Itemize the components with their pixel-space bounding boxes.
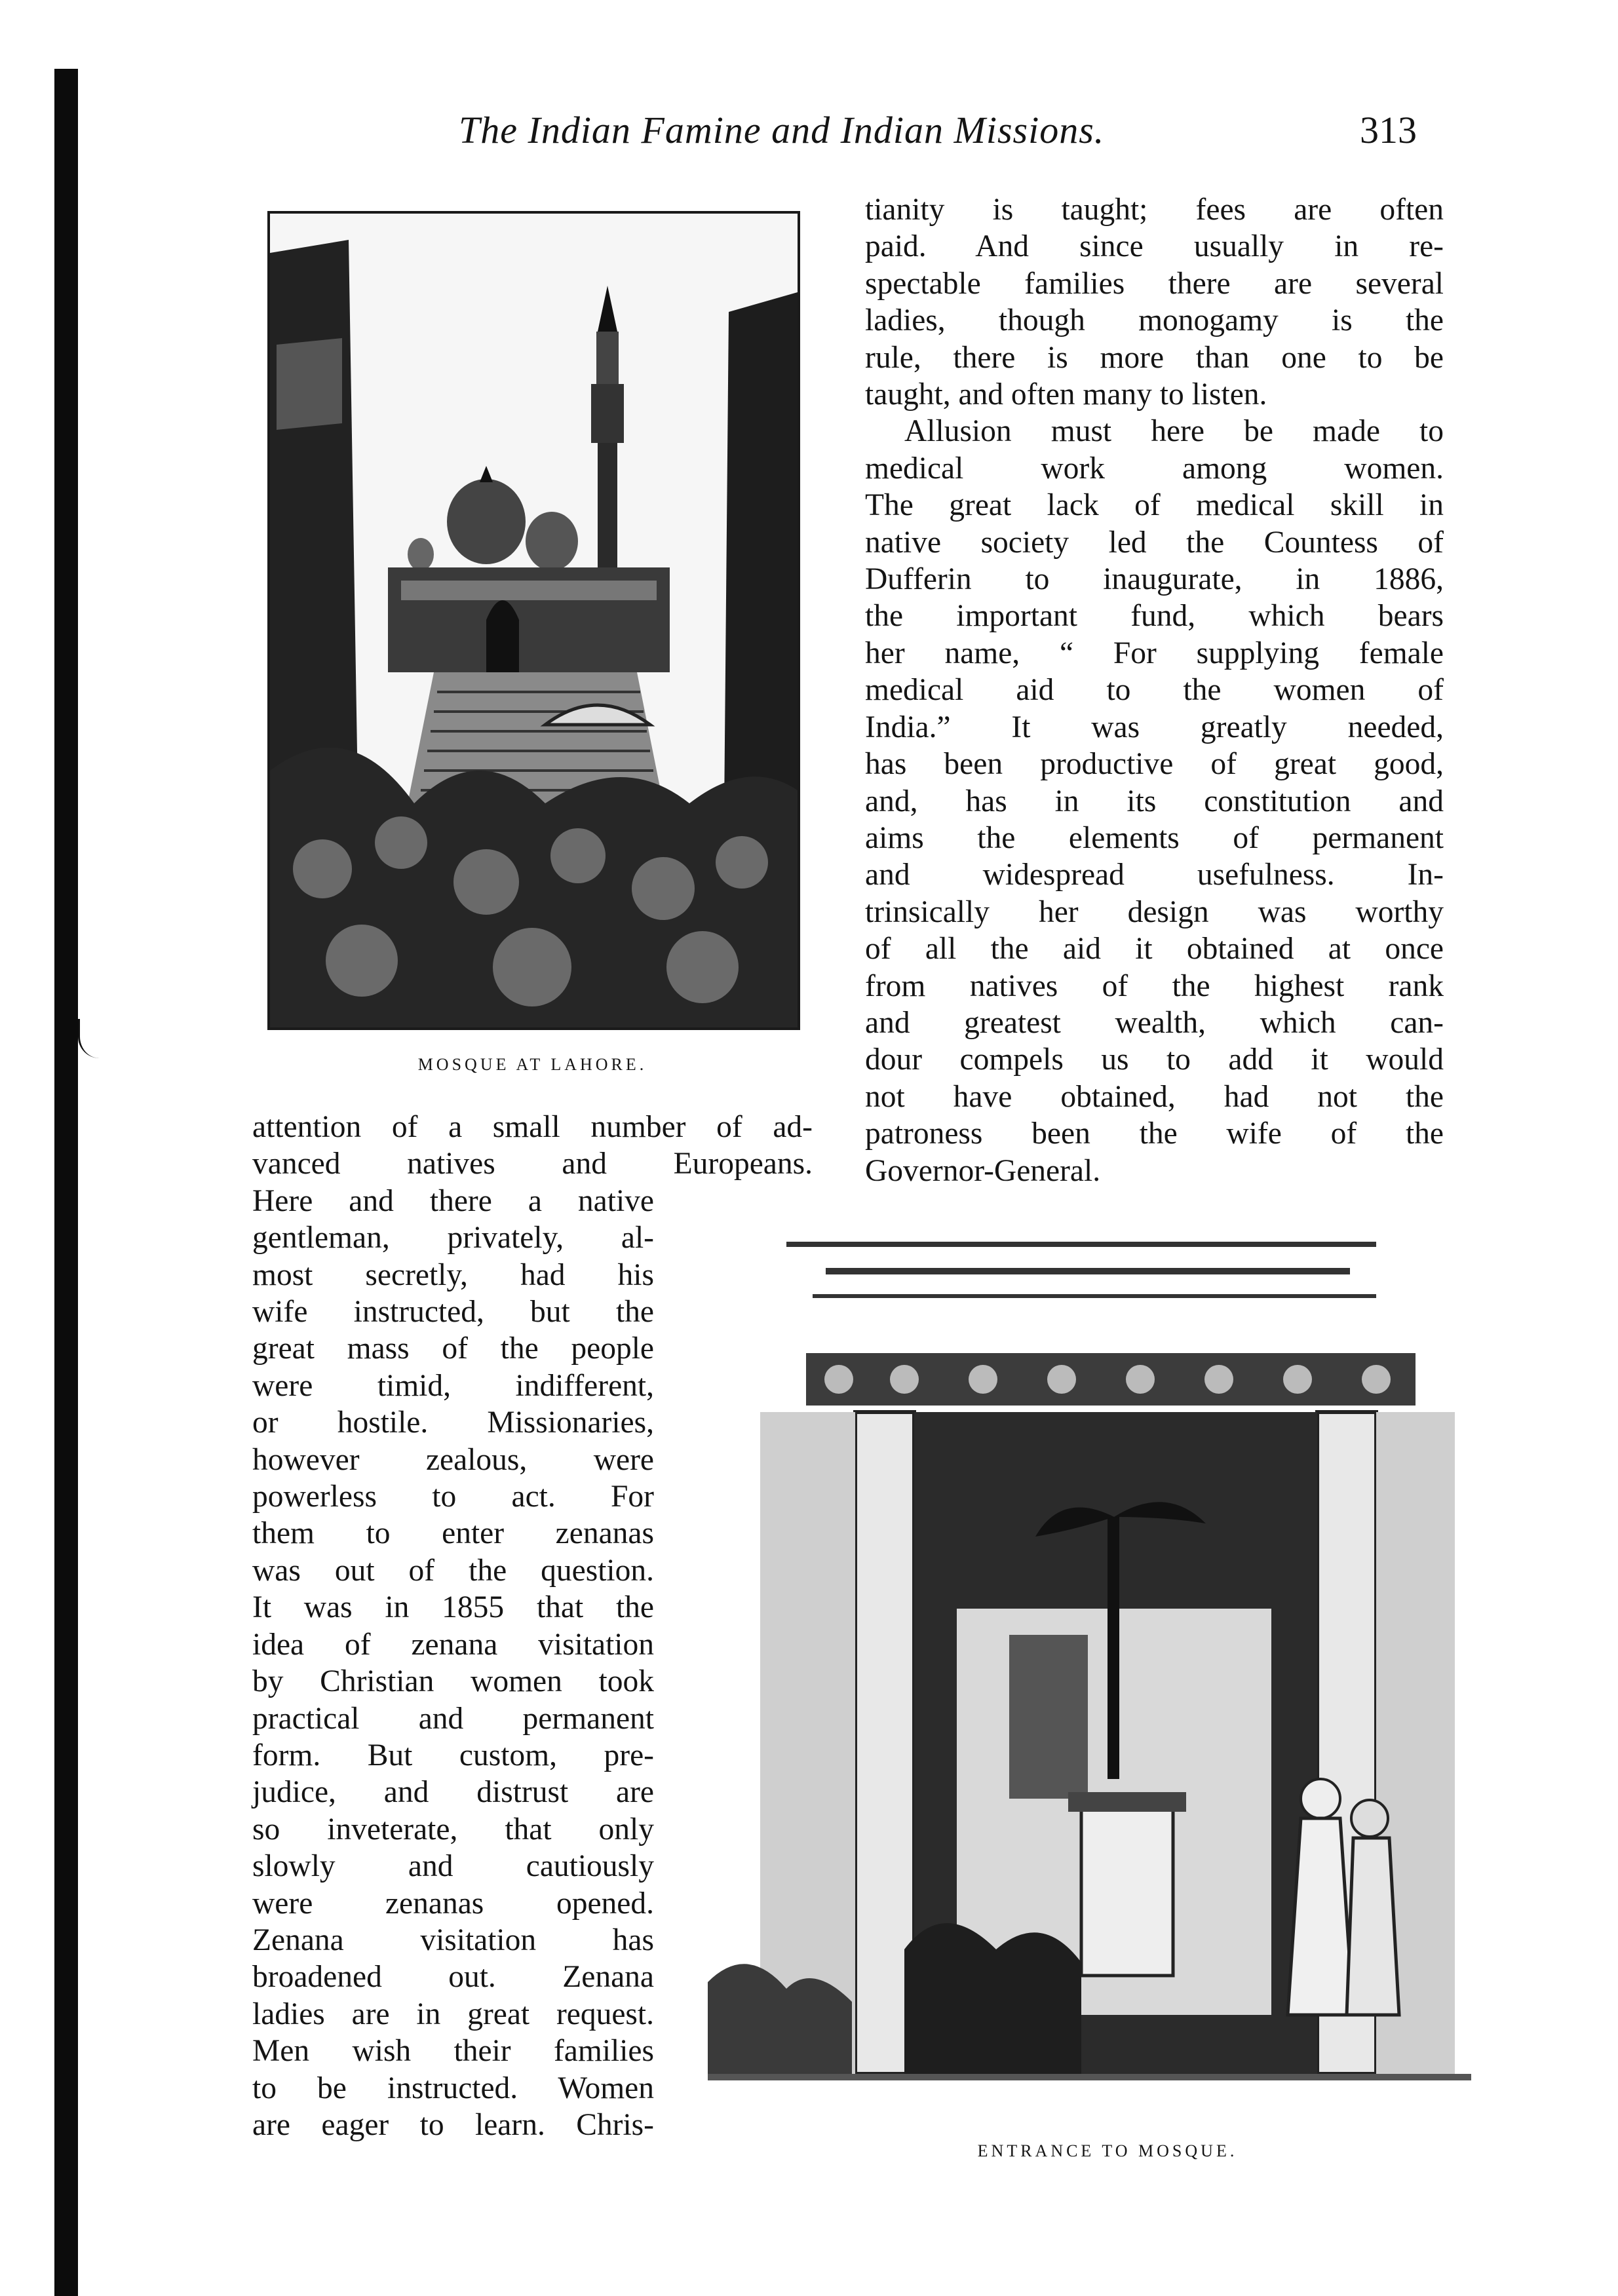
text-line: and greatest wealth, which can- — [865, 1005, 1444, 1040]
text-line: Allusion must here be made to — [904, 414, 1444, 449]
binding-shadow — [54, 69, 78, 2296]
text-line: form. But custom, pre- — [252, 1738, 654, 1772]
figure-caption-entrance-to-mosque: ENTRANCE TO MOSQUE. — [977, 2141, 1238, 2160]
text-line: so inveterate, that only — [252, 1812, 654, 1846]
text-line: The great lack of medical skill in — [865, 488, 1444, 523]
text-line: native society led the Countess of — [865, 525, 1444, 560]
text-line: or hostile. Missionaries, — [252, 1406, 654, 1440]
text-line: trinsically her design was worthy — [865, 894, 1444, 929]
text-line: Men wish their families — [252, 2034, 654, 2069]
text-line: great mass of the people — [252, 1331, 654, 1366]
text-line: aims the elements of permanent — [865, 820, 1444, 855]
text-line: idea of zenana visitation — [252, 1627, 654, 1662]
text-line: slowly and cautiously — [252, 1849, 654, 1884]
entrance-to-mosque-illustration — [708, 1229, 1471, 2146]
text-line: and, has in its constitution and — [865, 784, 1444, 818]
text-line: patroness been the wife of the — [865, 1117, 1444, 1151]
text-line: attention of a small number of ad- — [252, 1110, 813, 1144]
text-line: wife instructed, but the — [252, 1295, 654, 1330]
text-line: India.” It was greatly needed, — [865, 710, 1444, 744]
figure-caption-mosque-at-lahore: MOSQUE AT LAHORE. — [417, 1055, 647, 1074]
text-line: to be instructed. Women — [252, 2071, 654, 2105]
page-number: 313 — [1360, 109, 1417, 151]
text-line: tianity is taught; fees are often — [865, 193, 1444, 227]
text-line: practical and permanent — [252, 1701, 654, 1736]
text-line: Governor-General. — [865, 1153, 1101, 1188]
text-line: taught, and often many to listen. — [865, 377, 1267, 412]
text-line: spectable families there are several — [865, 266, 1444, 301]
text-line: medical aid to the women of — [865, 673, 1444, 708]
running-title: The Indian Famine and Indian Missions. — [459, 109, 1105, 151]
text-line: not have obtained, had not the — [865, 1079, 1444, 1114]
text-line: broadened out. Zenana — [252, 1960, 654, 1995]
text-line: It was in 1855 that the — [252, 1590, 654, 1625]
text-line: her name, “ For supplying female — [865, 636, 1444, 670]
text-line: the important fund, which bears — [865, 599, 1444, 634]
text-line: vanced natives and Europeans. — [252, 1147, 813, 1181]
text-line: gentleman, privately, al- — [252, 1221, 654, 1255]
text-line: most secretly, had his — [252, 1257, 654, 1292]
text-line: them to enter zenanas — [252, 1516, 654, 1551]
text-line: are eager to learn. Chris- — [252, 2107, 654, 2142]
text-line: were timid, indifferent, — [252, 1368, 654, 1403]
text-line: powerless to act. For — [252, 1480, 654, 1514]
text-line: was out of the question. — [252, 1553, 654, 1588]
text-line: were zenanas opened. — [252, 1886, 654, 1921]
text-line: from natives of the highest rank — [865, 968, 1444, 1003]
text-line: paid. And since usually in re- — [865, 229, 1444, 264]
text-line: however zealous, were — [252, 1442, 654, 1477]
text-line: Here and there a native — [252, 1183, 654, 1218]
text-line: Zenana visitation has — [252, 1923, 654, 1957]
mosque-at-lahore-illustration — [267, 211, 800, 1030]
text-line: ladies are in great request. — [252, 1997, 654, 2031]
binding-notch — [78, 1019, 100, 1058]
text-line: dour compels us to add it would — [865, 1043, 1444, 1077]
text-line: of all the aid it obtained at once — [865, 932, 1444, 966]
text-line: has been productive of great good, — [865, 747, 1444, 782]
text-line: Dufferin to inaugurate, in 1886, — [865, 562, 1444, 597]
text-line: rule, there is more than one to be — [865, 340, 1444, 375]
right-column-text — [865, 191, 1444, 1189]
text-line: medical work among women. — [865, 451, 1444, 486]
text-line: judice, and distrust are — [252, 1775, 654, 1810]
text-line: ladies, though monogamy is the — [865, 303, 1444, 338]
text-line: and widespread usefulness. In- — [865, 858, 1444, 892]
text-line: by Christian women took — [252, 1664, 654, 1699]
